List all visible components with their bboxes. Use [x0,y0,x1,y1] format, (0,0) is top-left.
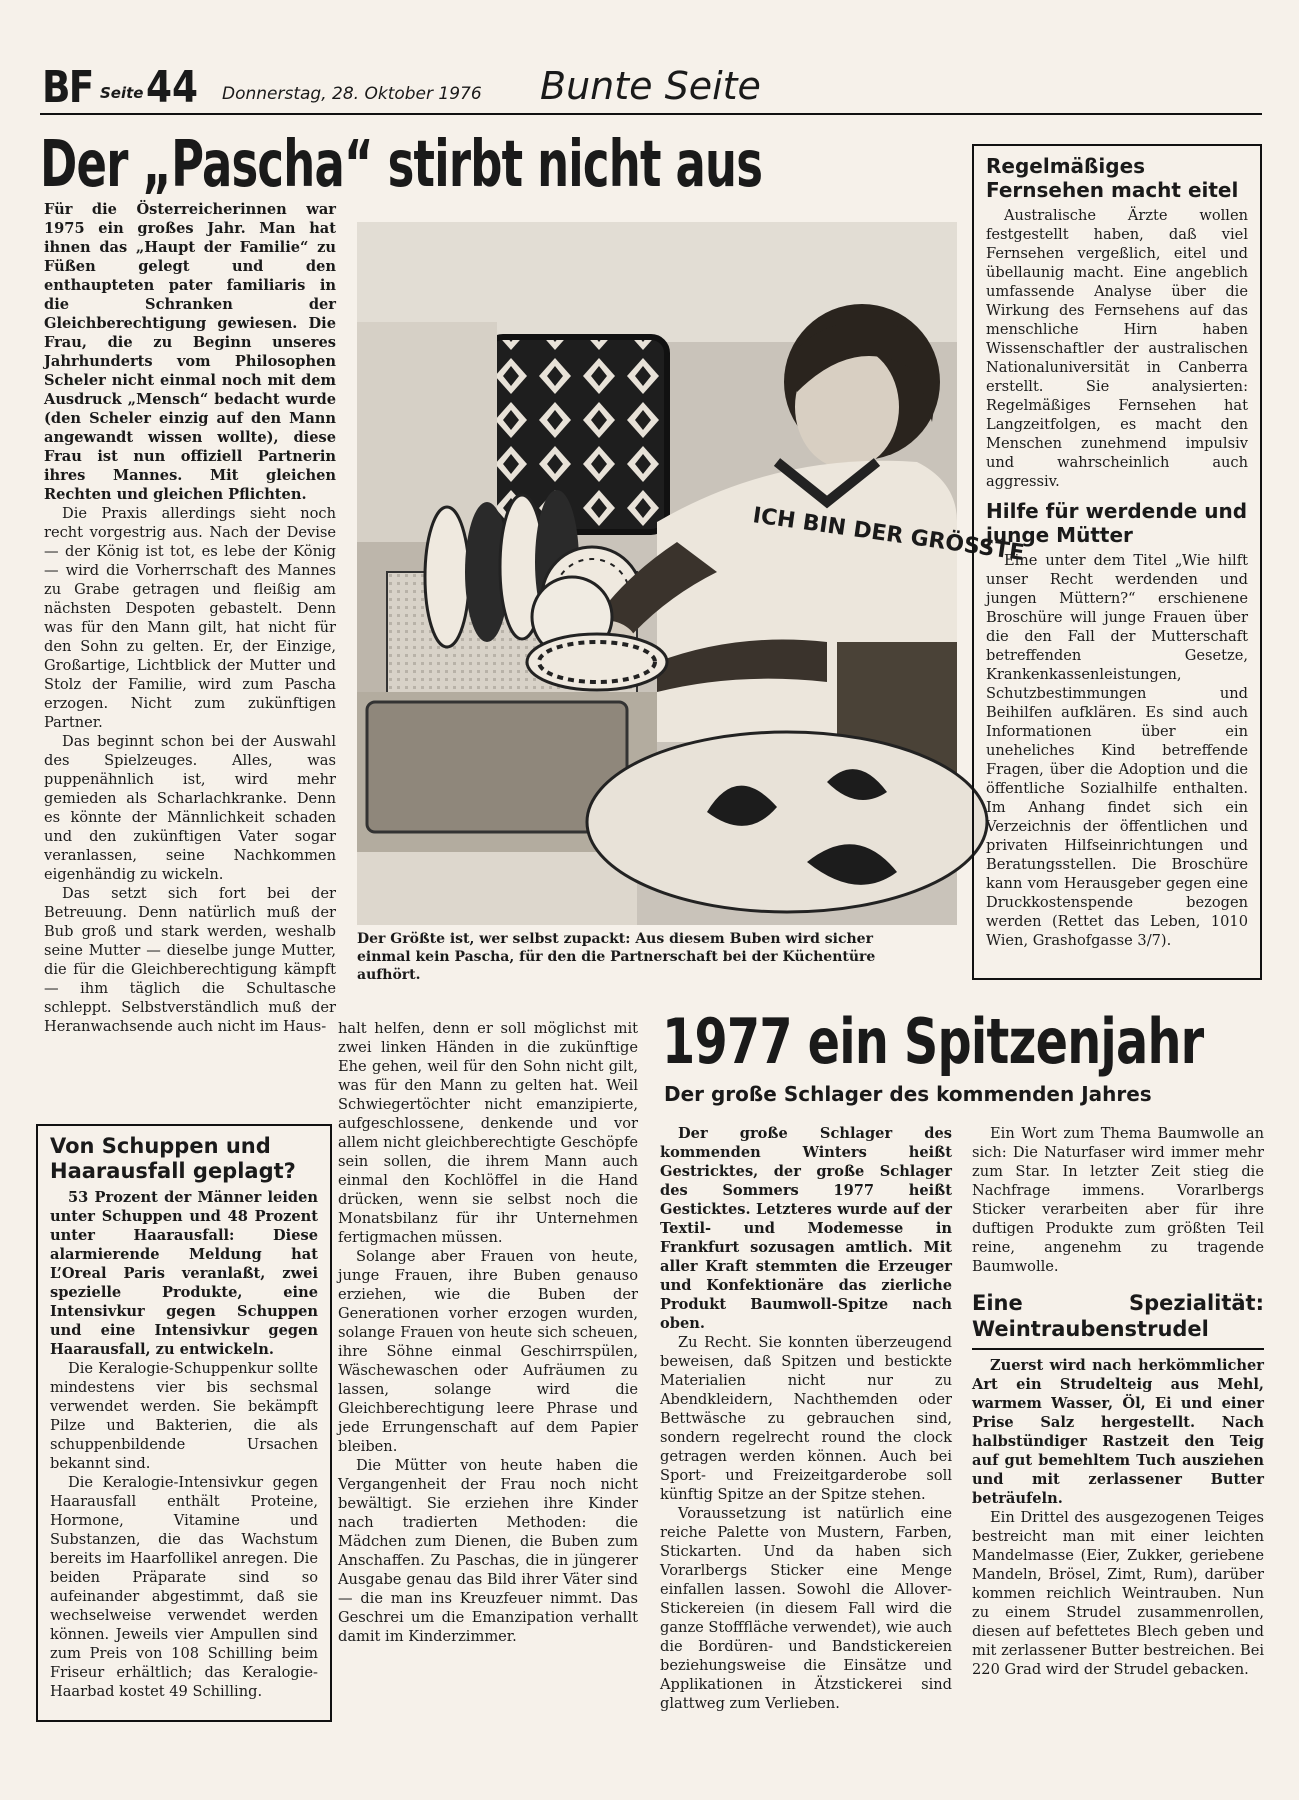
issue-date: Donnerstag, 28. Oktober 1976 [222,84,482,104]
schuppen-title: Von Schuppen und Haarausfall geplagt? [50,1134,296,1183]
strudel-rule [972,1348,1264,1350]
sidebar-body-tv [986,206,1248,491]
subhead-1977: Der große Schlager des kommenden Jahres [664,1082,1152,1106]
headline-1977: 1977 ein Spitzenjahr [662,1005,1204,1078]
main-article-paragraph: halt helfen, denn er soll möglichst mit zwei linken Händen in die zukünftige Ehe gehen, weil für den Sohn nicht gilt, was für den Mann zu gelten hat. Weil Schwiegertöchter nicht emanzipierte, aufgeschlossene, denkende und vor allem nicht gleichberechtigte Geschöpfe sein sollen, die ihrem Mann auch einmal den Kochlöffel in die Hand drücken, wenn sie selbst noch die Monatsbilanz für ihr Unternehmen fertigmachen müssen. [338,1020,638,1246]
strudel-lead: Zuerst wird nach herkömmlicher Art ein Strudelteig aus Mehl, warmem Wasser, Öl, Ei und einer Prise Salz hergestellt. Nach halbstündiger Rastzeit den Teig auf gut bemehltem Tuch ausziehen und mit zerlassener Butter beträufeln. [972,1357,1264,1507]
article-1977-column-1 [660,1124,952,1713]
shirt-print-text: ICH BIN DER GRÖSSTE [751,503,1026,567]
main-article-paragraph: Das beginnt schon bei der Auswahl des Spielzeuges. Alles, was puppenähnlich ist, wird mehr gemieden als Scharlachkranke. Denn es könnte der Männlichkeit schaden und den zukünftigen Vater sogar veranlassen, seine Nachkommen eigenhändig zu wickeln. [44,733,336,883]
article-1977-paragraph: Zu Recht. Sie konnten überzeugend beweisen, daß Spitzen und bestickte Materialien nicht nur zu Abendkleidern, Nachthemden oder Bettwäsche zu gebrauchen sind, sondern regelrecht round the clock getragen werden können. Auch bei Sport- und Freizeitgarderobe soll künftig Spitze an der Spitze stehen. [660,1334,952,1503]
article-1977-paragraph: Voraussetzung ist natürlich eine reiche Palette von Mustern, Farben, Stickarten. Und da haben sich Vorarlbergs Sticker eine Menge einfallen lassen. Sowohl die Allover-Stickereien (in diesem Fall wird die ganze Stofffläche verwendet), wie auch die Bordüren- und Bandstickereien beziehungsweise die Einsätze und Applikationen in Ätzstickerei sind glattweg zum Verlieben. [660,1505,953,1712]
main-headline: Der „Pascha“ stirbt nicht aus [40,128,763,202]
schuppen-paragraph: Die Keralogie-Intensivkur gegen Haarausfall enthält Proteine, Hormone, Vitamine und Substanzen, die das Wachstum bereits im Haarfollikel anregen. Die beiden Präparate sind so aufeinander abgestimmt, daß sie wechselweise verwendet werden können. Jeweils vier Ampullen sind zum Preis von 108 Schilling beim Friseur erhältlich; das Keralogie-Haarbad kostet 49 Schilling. [50,1474,318,1700]
newspaper-logo: BF [42,62,93,113]
main-article-paragraph: Die Praxis allerdings sieht noch recht vorgestrig aus. Nach der Devise — der König ist tot, es lebe der König — wird die Vorherrschaft des Mannes zu Grabe getragen und fleißig am nächsten Despoten gebastelt. Denn was für den Mann gilt, hat nicht für den Sohn zu gelten. Er, der Einzige, Großartige, Lichtblick der Mutter und Stolz der Familie, wird zum Pascha erzogen. Nicht zum zukünftigen Partner. [44,505,336,731]
article-photo [357,222,1026,925]
sidebar-title-tv: Regelmäßiges Fernsehen macht eitel [986,154,1239,202]
article-1977-paragraph: Ein Wort zum Thema Baumwolle an sich: Die Naturfaser wird immer mehr zum Star. In letzter Zeit stieg die Nachfrage immens. Vorarlbergs Sticker verarbeiten aber für ihre duftigen Produkte zum größten Teil reine, angenehm zu tragende Baumwolle. [972,1125,1264,1275]
sidebar-paragraph: Australische Ärzte wollen festgestellt haben, daß viel Fernsehen vergeßlich, eitel und übellaunig macht. Eine angeblich umfassende Analyse über die Wirkung des Fernsehens auf das menschliche Hirn haben Wissenschaftler der australischen Nationaluniversität in Canberra erstellt. Sie analysierten: Regelmäßiges Fernsehen hat Langzeitfolgen, es macht den Menschen zunehmend impulsiv und wahrscheinlich auch aggressiv. [986,207,1248,490]
article-1977-lead: Der große Schlager des kommenden Winters heißt Gestricktes, der große Schlager des Sommers 1977 heißt Gesticktes. Letzteres wurde auf der Textil- und Modemesse in Frankfurt sozusagen amtlich. Mit aller Kraft stemmten die Erzeuger und Konfektionäre das zierliche Produkt Baumwoll-Spitze nach oben. [660,1125,952,1332]
schuppen-box [36,1124,332,1722]
main-article-column-2 [338,1019,638,1646]
page-label: Seite [100,84,144,102]
schuppen-body [50,1188,318,1701]
photo-caption: Der Größte ist, wer selbst zupackt: Aus diesem Buben wird sicher einmal kein Pascha, für den die Partnerschaft bei der Küchentüre aufhört. [357,931,876,983]
main-article-lead: Für die Österreicherinnen war 1975 ein großes Jahr. Man hat ihnen das „Haupt der Familie“ zu Füßen gelegt und den enthaupteten pater familiaris in die Schranken der Gleichberechtigung gewiesen. Die Frau, die zu Beginn unseres Jahrhunderts vom Philosophen Scheler nicht einmal noch mit dem Ausdruck „Mensch“ bedacht wurde (den Scheler einzig auf den Mann angewandt wissen wollte), diese Frau ist nun offiziell Partnerin ihres Mannes. Mit gleichen Rechten und gleichen Pflichten. [44,201,336,503]
sidebar-box [972,144,1262,980]
article-1977-column-2 [972,1124,1264,1679]
schuppen-paragraph: Die Keralogie-Schuppenkur sollte mindestens vier bis sechsmal verwendet werden. Sie bekämpft Pilze und Bakterien, die als schuppenbildende Ursachen bekannt sind. [50,1360,318,1472]
schuppen-lead: 53 Prozent der Männer leiden unter Schuppen und 48 Prozent unter Haarausfall: Diese alarmierende Meldung hat L’Oreal Paris veranlaßt, zwei spezielle Produkte, eine Intensivkur gegen Schuppen und eine Intensivkur gegen Haarausfall, zu entwickeln. [50,1189,318,1358]
sidebar-body-mothers [986,551,1248,950]
section-title: Bunte Seite [540,64,761,108]
strudel-title: Eine Spezialität: Weintraubenstrudel [972,1291,1264,1341]
sidebar-title-mothers: Hilfe für werdende und junge Mütter [986,499,1248,547]
main-article-column-1 [44,200,336,1036]
strudel-paragraph: Ein Drittel des ausgezogenen Teiges bestreicht man mit einer leichten Mandelmasse (Eier, Zukker, geriebene Mandeln, Brösel, Zimt, Rum), darüber kommen reichlich Weintrauben. Nun zu einem Strudel zusammenrollen, diesen auf befettetes Blech geben und mit zerlassener Butter bestreichen. Bei 220 Grad wird der Strudel gebacken. [972,1509,1264,1678]
sidebar-paragraph: Eine unter dem Titel „Wie hilft unser Recht werdenden und jungen Müttern?“ erschienene Broschüre will junge Frauen über die den Fall der Mutterschaft betreffenden Gesetze, Krankenkassenleistungen, Schutzbestimmungen und Beihilfen aufklären. Es sind auch Informationen über ein uneheliches Kind betreffende Fragen, über die Adoption und die öffentliche Sozialhilfe enthalten. Im Anhang findet sich ein Verzeichnis der öffentlichen und privaten Hilfseinrichtungen und Beratungsstellen. Die Broschüre kann vom Herausgeber gegen eine Druckkostenspende bezogen werden (Rettet das Leben, 1010 Wien, Grashofgasse 3/7). [986,552,1248,949]
page-number: 44 [146,62,199,113]
main-article-paragraph: Das setzt sich fort bei der Betreuung. Denn natürlich muß der Bub groß und stark werden, weshalb seine Mutter — dieselbe junge Mutter, die für die Gleichberechtigung kämpft — ihm täglich die Schultasche schleppt. Selbstverständlich muß der Heranwachsende auch nicht im Haus- [44,885,336,1035]
main-article-paragraph: Solange aber Frauen von heute, junge Frauen, ihre Buben genauso erziehen, wie die Buben der Generationen vorher erzogen wurden, solange Frauen von heute sich scheuen, ihre Söhne einmal Geschirrspülen, Wäschewaschen oder Aufräumen zu lassen, solange wird die Gleichberechtigung leere Phrase und jede Errungenschaft auf dem Papier bleiben. [338,1248,638,1455]
main-article-paragraph: Die Mütter von heute haben die Vergangenheit der Frau noch nicht bewältigt. Sie erziehen ihre Kinder nach tradierten Methoden: die Mädchen zum Dienen, die Buben zum Anschaffen. Zu Paschas, die in jüngerer Ausgabe genau das Bild ihrer Väter sind — die man ins Kreuzfeuer nimmt. Das Geschrei um die Emanzipation verhallt damit im Kinderzimmer. [338,1457,638,1645]
masthead-rule [40,113,1262,115]
